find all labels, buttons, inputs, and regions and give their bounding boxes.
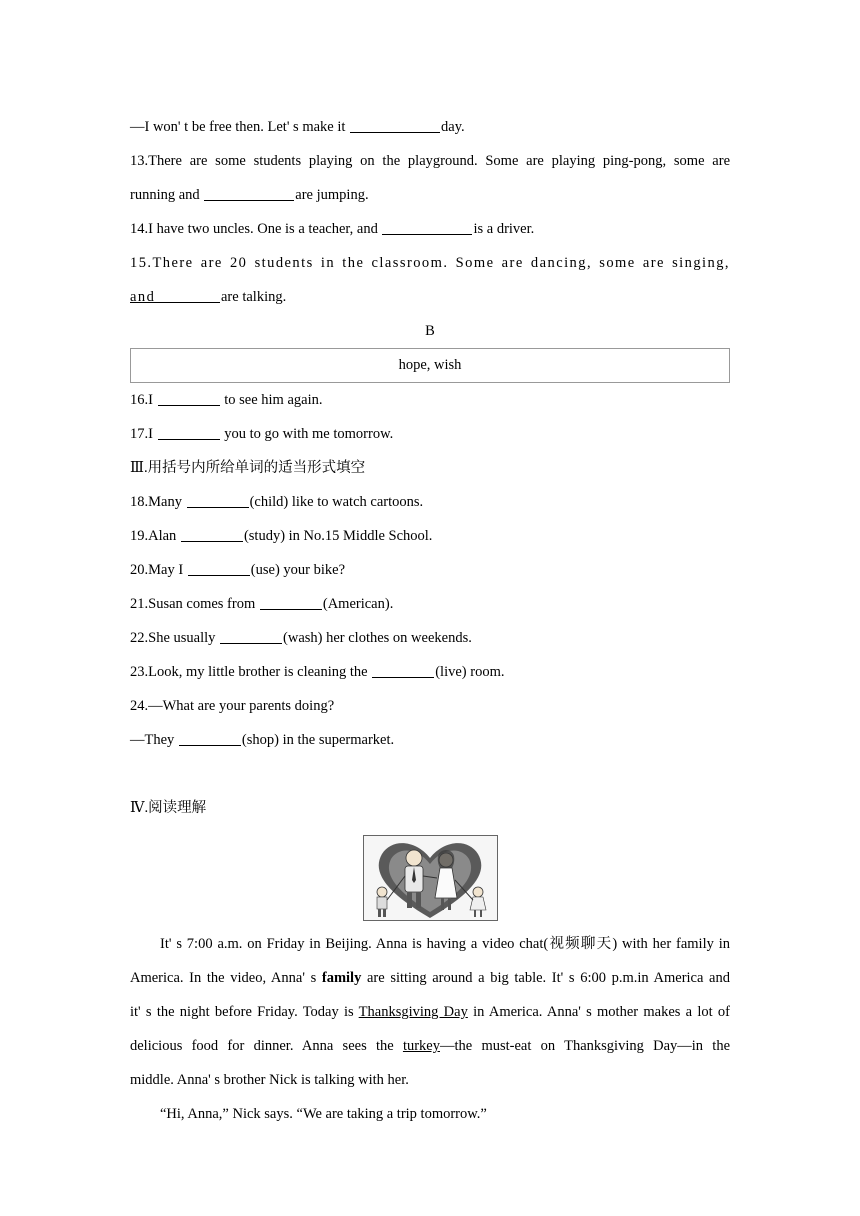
answer-blank[interactable] bbox=[158, 425, 220, 440]
q13-line1: 13.There are some students playing on the playground. Some are playing ping-pong, some are bbox=[130, 153, 730, 169]
part-b-heading: B bbox=[425, 323, 435, 339]
q15-line1: 15.There are 20 students in the classroom. Some are dancing, some are singing, and bbox=[130, 255, 730, 305]
underlined-thanksgiving-day: Thanksgiving Day bbox=[358, 1004, 468, 1020]
word-box bbox=[130, 348, 730, 383]
worksheet-content bbox=[130, 110, 730, 1131]
q17-line: 17.I you to go with me tomorrow. bbox=[130, 426, 394, 442]
q18-line: 18.Many (child) like to watch cartoons. bbox=[130, 494, 424, 510]
q16-line: 16.I to see him again. bbox=[130, 392, 323, 408]
section-4-heading: Ⅳ.阅读理解 bbox=[130, 800, 207, 816]
answer-blank[interactable] bbox=[188, 561, 250, 576]
answer-blank[interactable] bbox=[130, 288, 220, 303]
q21-line: 21.Susan comes from (American). bbox=[130, 596, 394, 612]
q20-line: 20.May I (use) your bike? bbox=[130, 562, 346, 578]
answer-blank[interactable] bbox=[372, 663, 434, 678]
q14-line: 14.I have two uncles. One is a teacher, and is a driver. bbox=[130, 221, 535, 237]
answer-blank[interactable] bbox=[204, 186, 294, 201]
passage-line-4: delicious food for dinner. Anna sees the turkey—the must-eat on Thanksgiving Day—in the bbox=[130, 1038, 731, 1054]
answer-blank[interactable] bbox=[181, 527, 243, 542]
word-box-words: hope, wish bbox=[398, 357, 462, 373]
family-heart-drawing bbox=[364, 836, 497, 920]
passage-line-5: middle. Anna' s brother Nick is talking with her. bbox=[130, 1072, 409, 1088]
q24-answer-line: —They (shop) in the supermarket. bbox=[130, 732, 395, 748]
answer-blank[interactable] bbox=[220, 629, 282, 644]
passage-line-1: It' s 7:00 a.m. on Friday in Beijing. Anna is having a video chat(视频聊天) with her family in bbox=[160, 936, 730, 952]
section-3-heading: Ⅲ.用括号内所给单词的适当形式填空 bbox=[130, 460, 366, 476]
bold-word-family: family bbox=[321, 970, 362, 986]
family-heart-illustration bbox=[363, 835, 498, 921]
answer-blank[interactable] bbox=[382, 220, 472, 235]
q23-line: 23.Look, my little brother is cleaning the (live) room. bbox=[130, 664, 505, 680]
passage-line-2: America. In the video, Anna' s family are sitting around a big table. It' s 6:00 p.m.in America and bbox=[130, 970, 730, 986]
passage-line-6: “Hi, Anna,” Nick says. “We are taking a trip tomorrow.” bbox=[160, 1106, 487, 1122]
underlined-turkey: turkey bbox=[402, 1038, 440, 1054]
q24-question: 24.—What are your parents doing? bbox=[130, 698, 335, 714]
q15-line2: are talking. bbox=[130, 280, 730, 314]
passage-line-3: it' s the night before Friday. Today is Thanksgiving Day in America. Anna' s mother makes a lot of bbox=[130, 1004, 731, 1020]
answer-blank[interactable] bbox=[260, 595, 322, 610]
q13-line2: running and are jumping. bbox=[130, 187, 369, 203]
answer-blank[interactable] bbox=[187, 493, 249, 508]
answer-blank[interactable] bbox=[350, 118, 440, 133]
q12-answer-line: —I won' t be free then. Let' s make it day. bbox=[130, 119, 465, 135]
answer-blank[interactable] bbox=[158, 391, 220, 406]
answer-blank[interactable] bbox=[179, 731, 241, 746]
q19-line: 19.Alan (study) in No.15 Middle School. bbox=[130, 528, 433, 544]
q22-line: 22.She usually (wash) her clothes on weekends. bbox=[130, 630, 472, 646]
